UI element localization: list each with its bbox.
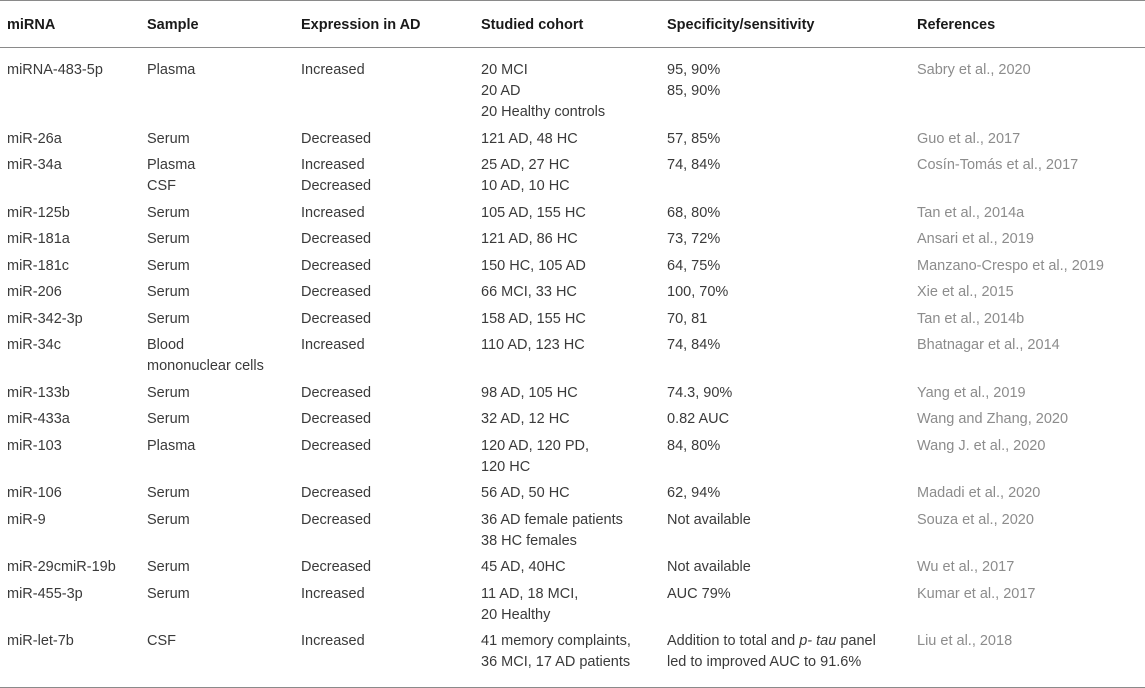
cell-expression [301,126,481,153]
cell-cohort [481,628,667,688]
cell-sample [147,152,301,200]
table-row [0,554,1145,581]
cell-line: Decreased [301,511,372,528]
reference-link[interactable]: Kumar et al., 2017 [917,585,1036,602]
cell-expression [301,152,481,200]
table-row [0,433,1145,481]
table-row [0,126,1145,153]
cell-line: 73, 72% [667,231,721,247]
cell-line: Decreased [301,437,372,454]
cell-expression [301,581,481,629]
cell-sample [147,507,301,555]
table-row [0,279,1145,306]
cell-specificity [667,380,917,407]
reference-link[interactable]: Guo et al., 2017 [917,130,1021,147]
cell-line: Serum [147,130,190,147]
cell-sample [147,433,301,481]
cell-line: 98 AD, 105 HC [481,384,578,401]
cell-line: 20 MCI [481,62,528,78]
cell-line: Not available [667,559,751,575]
table-header-row [0,1,1145,48]
cell-line: 74, 84% [667,337,721,353]
cell-line: 57, 85% [667,130,721,147]
header-specificity: Specificity/sensitivity [667,1,917,48]
cell-cohort [481,253,667,280]
table-row [0,406,1145,433]
reference-link[interactable]: Wang and Zhang, 2020 [917,411,1069,427]
cell-expression [301,226,481,253]
cell-cohort [481,126,667,153]
cell-sample [147,126,301,153]
cell-specificity [667,406,917,433]
cell-expression [301,554,481,581]
reference-link[interactable]: Ansari et al., 2019 [917,231,1034,247]
cell-expression [301,480,481,507]
cell-line: Decreased [301,178,372,194]
cell-line: Serum [147,411,190,427]
cell-line: 62, 94% [667,485,721,501]
cell-line: 121 AD, 48 HC [481,130,578,147]
cell-cohort [481,406,667,433]
cell-line: 95, 90% [667,62,721,78]
cell-line: 36 AD female patients [481,511,623,528]
cell-line: 41 memory complaints, [481,633,631,649]
cell-expression [301,507,481,555]
cell-specificity [667,152,917,200]
reference-link[interactable]: Xie et al., 2015 [917,284,1014,300]
cell-line: 20 AD [481,83,521,99]
cell-cohort [481,226,667,253]
table-row [0,253,1145,280]
cell-line: Plasma [147,62,196,78]
cell-sample [147,332,301,380]
cell-line: 158 AD, 155 HC [481,310,586,327]
cell-cohort [481,332,667,380]
cell-sample [147,406,301,433]
cell-line: Serum [147,384,190,401]
cell-line: 64, 75% [667,257,721,274]
cell-expression [301,279,481,306]
cell-mirna: miR-181a [7,231,70,247]
cell-mirna: miR-106 [7,485,62,501]
spec-text-italic: p- tau [799,633,837,649]
cell-specificity [667,200,917,227]
cell-line: 20 Healthy [481,606,551,623]
cell-line: Serum [147,559,190,575]
cell-line: Decreased [301,231,372,247]
cell-line: 20 Healthy controls [481,104,606,120]
cell-line: 56 AD, 50 HC [481,485,570,501]
cell-line: 32 AD, 12 HC [481,411,570,427]
cell-mirna: miR-9 [7,511,46,528]
cell-line: Serum [147,511,190,528]
cell-line: Increased [301,337,365,353]
cell-sample [147,279,301,306]
table-row [0,507,1145,555]
table-row [0,380,1145,407]
cell-sample [147,581,301,629]
cell-expression [301,306,481,333]
cell-line: 84, 80% [667,437,721,454]
cell-cohort [481,48,667,126]
reference-link[interactable]: Yang et al., 2019 [917,384,1026,401]
cell-mirna: miRNA-483-5p [7,62,103,78]
cell-line: mononuclear cells [147,358,264,374]
table-row [0,332,1145,380]
cell-mirna: miR-29cmiR-19b [7,559,116,575]
cell-expression [301,200,481,227]
table-row [0,480,1145,507]
cell-line: Not available [667,511,751,528]
table-row [0,200,1145,227]
cell-line: Increased [301,204,365,221]
cell-line: led to improved AUC to 91.6% [667,654,862,670]
cell-specificity [667,253,917,280]
cell-line: Blood [147,337,185,353]
cell-cohort [481,507,667,555]
reference-link[interactable]: Souza et al., 2020 [917,511,1034,528]
cell-line: 74.3, 90% [667,384,733,401]
reference-link[interactable]: Bhatnagar et al., 2014 [917,337,1060,353]
spec-text-after: panel [836,633,876,649]
cell-specificity [667,48,917,126]
cell-line: 85, 90% [667,83,721,99]
cell-line: 0.82 AUC [667,411,730,427]
cell-line: 70, 81 [667,310,708,327]
cell-line: Serum [147,284,190,300]
cell-mirna: miR-133b [7,384,70,401]
cell-specificity [667,126,917,153]
cell-cohort [481,581,667,629]
cell-line: 25 AD, 27 HC [481,157,570,173]
cell-line: Increased [301,633,365,649]
reference-link[interactable]: Liu et al., 2018 [917,628,1145,688]
cell-specificity [667,628,917,688]
table-row [0,152,1145,200]
cell-cohort [481,480,667,507]
cell-line: Decreased [301,310,372,327]
cell-line: 38 HC females [481,532,577,549]
cell-specificity [667,507,917,555]
cell-mirna: miR-455-3p [7,585,83,602]
cell-cohort [481,306,667,333]
cell-line: 121 AD, 86 HC [481,231,578,247]
cell-line: Decreased [301,411,372,427]
cell-mirna: miR-26a [7,130,62,147]
cell-line: 10 AD, 10 HC [481,178,570,194]
header-references: References [917,1,1145,48]
cell-line [667,631,917,652]
reference-link[interactable]: Sabry et al., 2020 [917,62,1031,78]
cell-specificity [667,332,917,380]
reference-link[interactable]: Wang J. et al., 2020 [917,437,1046,454]
cell-line: Decreased [301,257,372,274]
cell-line: 66 MCI, 33 HC [481,284,577,300]
cell-sample [147,253,301,280]
table-row [0,628,1145,688]
cell-expression [301,332,481,380]
reference-link[interactable]: Wu et al., 2017 [917,559,1015,575]
table-row [0,581,1145,629]
cell-expression [301,406,481,433]
cell-line: 120 AD, 120 PD, [481,437,590,454]
cell-mirna: miR-34c [7,337,61,353]
cell-cohort [481,152,667,200]
table-row [0,226,1145,253]
cell-expression [301,253,481,280]
cell-sample [147,200,301,227]
cell-mirna: miR-433a [7,411,70,427]
cell-mirna: miR-103 [7,437,62,454]
cell-line: Decreased [301,485,372,501]
cell-line: 36 MCI, 17 AD patients [481,654,631,670]
cell-line: Serum [147,257,190,274]
reference-link[interactable]: Madadi et al., 2020 [917,485,1041,501]
cell-line: Serum [147,231,190,247]
cell-line: Increased [301,585,365,602]
cell-cohort [481,433,667,481]
cell-line: Increased [301,62,365,78]
cell-mirna: miR-342-3p [7,310,83,327]
cell-line: 150 HC, 105 AD [481,257,586,274]
cell-line: Plasma [147,437,196,454]
cell-line: 11 AD, 18 MCI, [481,585,579,602]
spec-text-before: Addition to total and [667,633,800,649]
cell-cohort [481,380,667,407]
cell-line: Increased [301,157,365,173]
cell-mirna: miR-181c [7,257,70,274]
cell-cohort [481,554,667,581]
cell-line: Decreased [301,384,372,401]
cell-expression [301,433,481,481]
cell-mirna: miR-125b [7,204,70,221]
reference-link[interactable]: Tan et al., 2014a [917,204,1025,221]
cell-line: CSF [147,633,176,649]
cell-specificity [667,306,917,333]
cell-line: Serum [147,204,190,221]
cell-sample [147,48,301,126]
cell-cohort [481,279,667,306]
cell-expression [301,628,481,688]
cell-mirna: miR-206 [7,284,62,300]
reference-link[interactable]: Tan et al., 2014b [917,310,1025,327]
header-mirna: miRNA [0,1,147,48]
cell-line: 110 AD, 123 HC [481,337,585,353]
cell-cohort [481,200,667,227]
cell-specificity [667,581,917,629]
cell-sample [147,628,301,688]
cell-line: 45 AD, 40HC [481,559,566,575]
cell-sample [147,226,301,253]
cell-line: 74, 84% [667,157,721,173]
cell-line: Serum [147,585,190,602]
header-expression: Expression in AD [301,1,481,48]
cell-line: Plasma [147,157,196,173]
cell-specificity [667,226,917,253]
cell-line: 105 AD, 155 HC [481,204,586,221]
cell-specificity [667,554,917,581]
cell-expression [301,380,481,407]
cell-sample [147,306,301,333]
header-cohort: Studied cohort [481,1,667,48]
cell-line: Decreased [301,284,372,300]
cell-line: Serum [147,310,190,327]
cell-line: Decreased [301,559,372,575]
cell-line: 68, 80% [667,204,721,221]
cell-sample [147,380,301,407]
cell-line: Decreased [301,130,372,147]
table-row [0,306,1145,333]
reference-link[interactable]: Cosín-Tomás et al., 2017 [917,157,1079,173]
cell-line: 120 HC [481,458,531,475]
cell-line: AUC 79% [667,585,731,602]
cell-mirna: miR-34a [7,157,62,173]
cell-specificity [667,279,917,306]
reference-link[interactable]: Manzano-Crespo et al., 2019 [917,257,1104,274]
cell-line: 100, 70% [667,284,729,300]
cell-line: CSF [147,178,176,194]
cell-sample [147,480,301,507]
cell-specificity [667,480,917,507]
header-sample: Sample [147,1,301,48]
cell-sample [147,554,301,581]
cell-specificity [667,433,917,481]
table-row [0,48,1145,126]
cell-line: Serum [147,485,190,501]
cell-mirna: miR-let-7b [0,628,147,688]
cell-expression [301,48,481,126]
